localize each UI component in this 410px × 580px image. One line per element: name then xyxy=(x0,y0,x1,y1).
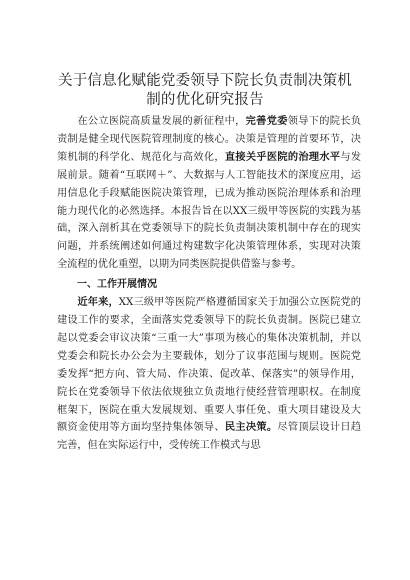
intro-emphasis-2: 直接关乎医院的治理水平 xyxy=(224,150,341,163)
section-text-2: 尽管顶层设计日趋完善，但在实际运行中，受传统工作模式与思 xyxy=(57,422,362,452)
intro-text-1: 在公立医院高质量发展的新征程中， xyxy=(77,116,246,127)
section-text-1: XX三级甲等医院严格遵循国家关于加强公立医院党的建设工作的要求，全面落实党委领导下的院长负责制。医院已建立起以党委会审议决策“三重一大”事项为核心的集体决策机制，并以党委会和院长办公会为主要载体，划分了议事范围与规则。医院党委发挥“把方向、管大局、作决策、促改革、保落实”的领导作用，院长在党委领导下依法依规独立负责地行使经营管理职权。在制度框架下，医院在重大发展规划、重要人事任免、重大项目建设及大额资金使用等方面均坚持集体领导、 xyxy=(57,297,361,434)
document-body xyxy=(57,113,361,455)
section-paragraph xyxy=(57,294,361,455)
section-emphasis-1: 近年来， xyxy=(77,296,119,309)
document-title: 关于信息化赋能党委领导下院长负责制决策机制的优化研究报告 xyxy=(58,73,352,108)
intro-paragraph xyxy=(57,113,361,274)
section-heading: 一、工作开展情况 xyxy=(77,279,157,291)
section-emphasis-2: 民主决策。 xyxy=(224,421,278,434)
intro-emphasis-1: 完善党委 xyxy=(245,115,288,127)
intro-text-3: 与发展前景。随着“互联网＋”、大数据与人工智能技术的深度应用，运用信息化手段赋能医院决策管理，已成为推动医院治理体系和治理能力现代化的必然选择。本报告旨在以XX三级甲等医院的实践为基础，深入剖析其在党委领导下的院长负责制决策机制中存在的现实问题，并系统阐述如何通过构建数字化决策管理体系，实现对决策全流程的优化重塑，以期为同类医院提供借鉴与参考。 xyxy=(57,151,362,271)
intro-text-2: 领导下的院长负责制是健全现代医院管理制度的核心。决策是管理的首要环节，决策机制的科学化、规范化与高效化， xyxy=(57,116,362,163)
